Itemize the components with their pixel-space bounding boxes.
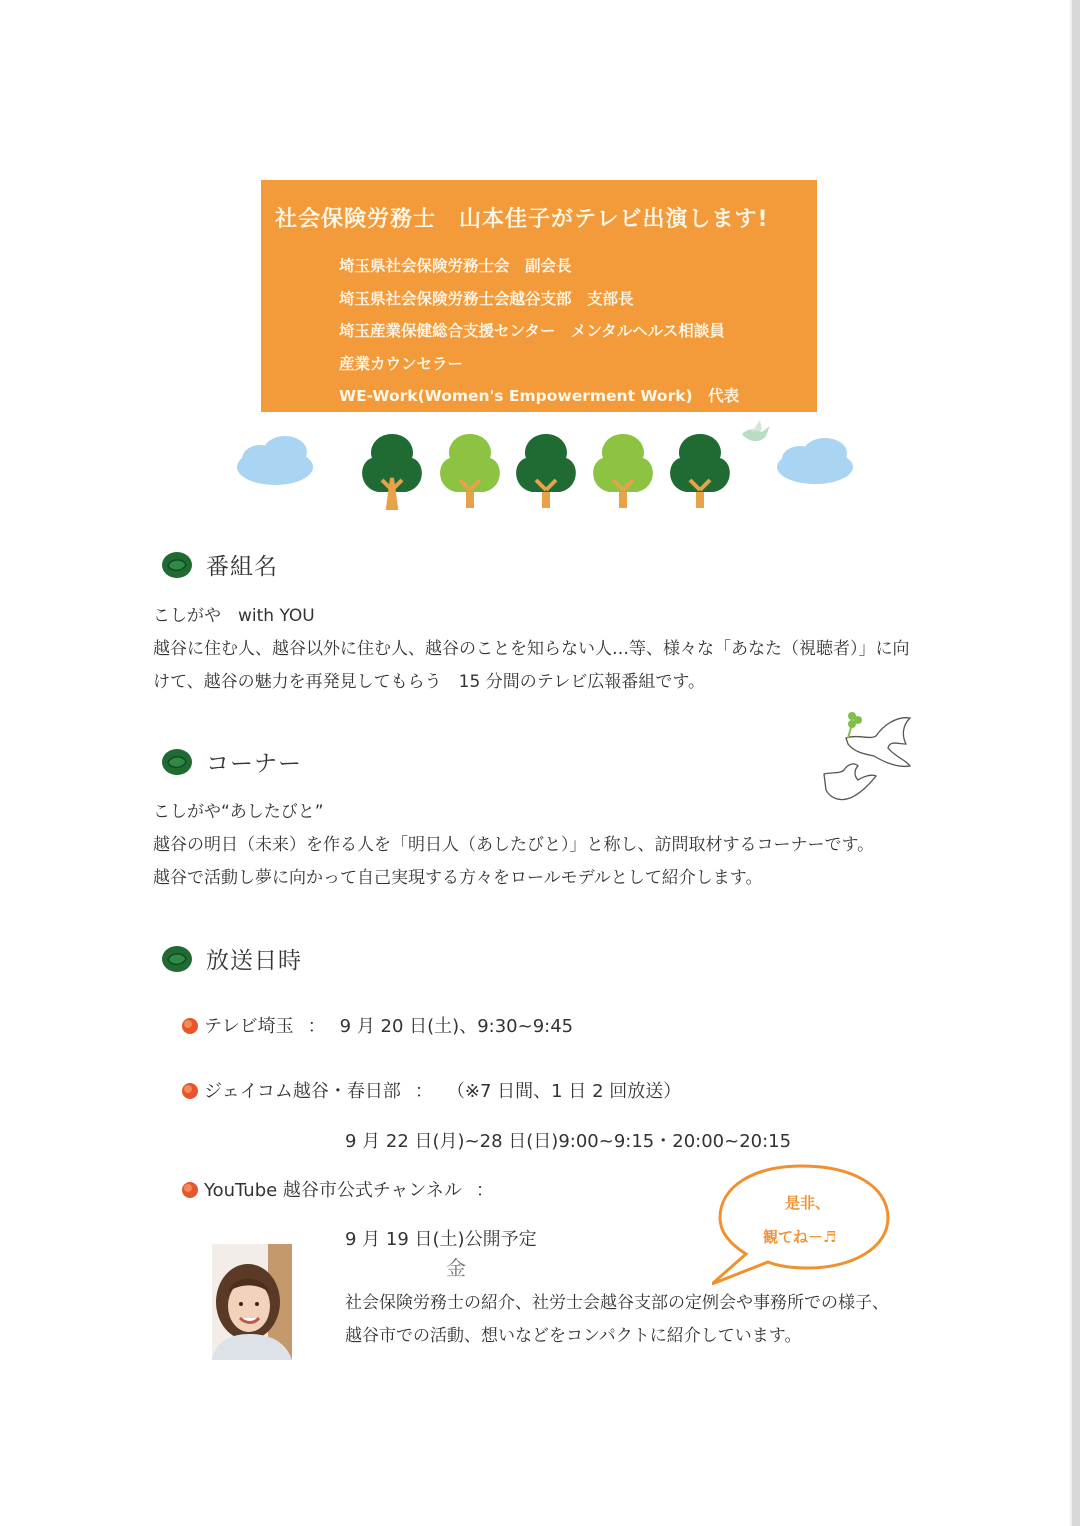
role-item: 埼玉県社会保険労務士会 副会長 (339, 257, 572, 275)
program-heading (160, 548, 278, 581)
jcom-time: 9 月 22 日(月)~28 日(日)9:00~9:15・20:00~20:15 (345, 1131, 792, 1152)
section-title: 放送日時 (206, 948, 302, 974)
channel-label: ジェイコム越谷・春日部 (204, 1081, 401, 1102)
text-line: 越谷で活動し夢に向かって自己実現する方々をロールモデルとして紹介します。 (153, 868, 763, 888)
tree-icon (362, 434, 422, 508)
broadcast-time: 9 月 20 日(土)、9:30~9:45 (339, 1016, 574, 1037)
page-edge-shadow (1070, 0, 1072, 1526)
text-line: 越谷に住む人、越谷以外に住む人、越谷のことを知らない人…等、様々な「あなた（視聴者）」に向 (153, 639, 910, 659)
text-line: こしがや“あしたびと” (153, 802, 324, 822)
avatar (212, 1244, 292, 1360)
orange-dot-icon (180, 1080, 200, 1100)
bubble-line: 観てね－♬ (763, 1228, 837, 1246)
section-title: 番組名 (206, 554, 278, 580)
green-circle-bullet-icon (160, 550, 194, 580)
youtube-date: 9 月 19 日(土)公開予定 (345, 1229, 537, 1250)
handwritten-mark: 金 (446, 1256, 466, 1280)
role-item: WE-Work(Women's Empowerment Work) 代表 (339, 387, 740, 405)
jcom-row (180, 1077, 681, 1103)
orange-dot-icon (180, 1179, 200, 1199)
channel-label: YouTube 越谷市公式チャンネル (204, 1180, 462, 1201)
role-item: 埼玉県社会保険労務士会越谷支部 支部長 (339, 289, 634, 308)
green-circle-bullet-icon (160, 747, 194, 777)
youtube-description (345, 1287, 889, 1353)
separator: ： (414, 1081, 433, 1102)
role-item: 埼玉産業保健総合支援センター メンタルヘルス相談員 (339, 322, 725, 340)
separator: ： (475, 1180, 494, 1201)
youtube-row (180, 1176, 508, 1202)
orange-dot-icon (180, 1015, 200, 1035)
text-line: けて、越谷の魅力を再発見してもらう 15 分間のテレビ広報番組です。 (153, 672, 705, 692)
role-item: 産業カウンセラー (339, 354, 464, 373)
separator: ： (307, 1016, 326, 1037)
channel-label: テレビ埼玉 (204, 1016, 294, 1037)
text-line: こしがや with YOU (153, 606, 315, 626)
green-circle-bullet-icon (160, 944, 194, 974)
tree-icon (670, 434, 730, 508)
tree-icon (516, 434, 576, 508)
program-description (153, 600, 910, 699)
broadcast-heading (160, 942, 302, 975)
tv-saitama-row (180, 1012, 573, 1038)
page-edge (1072, 0, 1080, 1526)
text-line: 越谷の明日（未来）を作る人を「明日人（あしたびと）」と称し、訪問取材するコーナーです。 (153, 835, 875, 855)
text-line: 社会保険労務士の紹介、社労士会越谷支部の定例会や事務所での様子、 (345, 1293, 889, 1313)
text-line: 越谷市での活動、想いなどをコンパクトに紹介しています。 (345, 1326, 802, 1346)
cloud-icon (777, 438, 853, 484)
banner-title: 社会保険労務士 山本佳子がテレビ出演します! (275, 207, 769, 232)
small-bird-icon (742, 420, 770, 441)
bubble-line: 是非、 (785, 1194, 831, 1212)
tree-cloud-illustration (230, 412, 870, 522)
corner-description (153, 796, 874, 895)
portrait-photo (212, 1244, 292, 1360)
corner-heading (160, 745, 302, 778)
cloud-icon (237, 436, 313, 485)
role-list (339, 256, 739, 419)
broadcast-note: （※7 日間、1 日 2 回放送） (446, 1081, 682, 1102)
title-banner (261, 180, 817, 412)
doves-illustration (818, 710, 918, 808)
clover-icon (848, 712, 862, 738)
section-title: コーナー (206, 751, 302, 777)
tree-icon (440, 434, 500, 508)
tree-icon (593, 434, 653, 508)
